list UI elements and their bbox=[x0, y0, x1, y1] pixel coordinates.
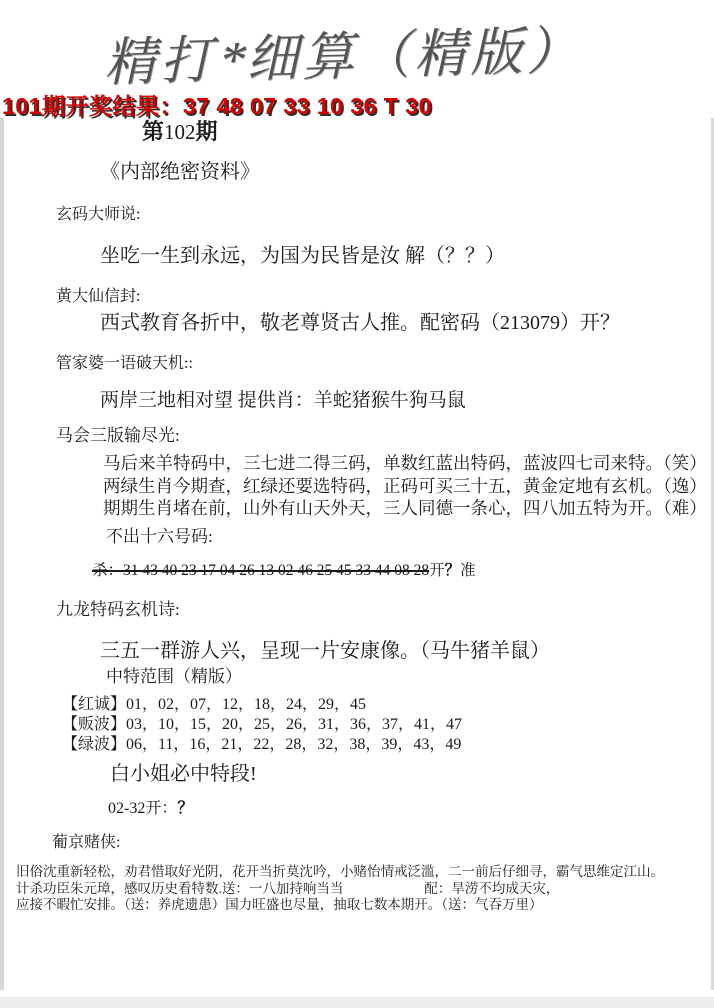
mahui-verse-line: 马后来羊特码中，三七进二得三码，单数红蓝出特码，蓝波四七司来特。（笑） bbox=[103, 453, 707, 473]
kill-question-mark: ？ bbox=[444, 562, 461, 579]
kill-numbers-struck: 杀：31 43 40 23 17 04 26 13 02 46 25 45 33 44 08 28 bbox=[92, 562, 430, 579]
guanjiapo-heading: 管家婆一语破天机:: bbox=[56, 355, 193, 372]
footer-verse-line: 旧俗沈重新轻松，劝君惜取好光阴，花开当折莫沈吟，小赌怡情戒泛滥，二一前后仔细寻，霸气思维定江山。 bbox=[16, 864, 664, 879]
kill-numbers-line bbox=[92, 558, 476, 580]
issue-number: 102 bbox=[164, 120, 196, 144]
footer-verse-line: 应接不暇忙安排。（送：养虎遗患）国力旺盛也尽量，抽取七数本期开。（送：气吞万里） bbox=[16, 897, 543, 912]
issue-suffix: 期 bbox=[195, 119, 218, 144]
pujing-heading: 葡京赌侠: bbox=[52, 834, 121, 851]
master-heading: 玄码大师说: bbox=[56, 206, 141, 223]
wave-row-green bbox=[62, 731, 461, 754]
wave-label: 【绿波】 bbox=[62, 736, 127, 753]
page-edge-bottom bbox=[0, 997, 714, 1008]
kill-kai: 开 bbox=[429, 562, 445, 579]
kill-zhun: 准 bbox=[460, 562, 476, 579]
wave-numbers: 01，02，07，12，18，24，29，45 bbox=[126, 696, 367, 713]
huangdaxian-line: 西式教育各折中，敬老尊贤古人推。配密码（213079）开？ bbox=[100, 312, 620, 334]
issue-number-line bbox=[142, 115, 218, 146]
wave-numbers: 03，10，15，20，25，26，31，36，37，41，47 bbox=[126, 716, 463, 733]
range-heading: 中特范围（精版） bbox=[106, 667, 242, 686]
wave-numbers: 06，11，16，21，22，28，32，38，39，43，49 bbox=[126, 736, 462, 753]
baixiaojie-line: 白小姐必中特段! bbox=[110, 763, 257, 785]
open-range-prefix: 02-32开： bbox=[108, 800, 178, 817]
master-line: 坐吃一生到永远，为国为民皆是汝 解（？？） bbox=[100, 245, 505, 267]
wave-label: 【贩波】 bbox=[62, 716, 127, 733]
wave-label: 【红诚】 bbox=[62, 696, 127, 713]
jiulong-heading: 九龙特码玄机诗: bbox=[56, 600, 180, 619]
mahui-verse-line: 两绿生肖今期查，红绿还要选特码，正码可买三十五，黄金定地有玄机。（逸） bbox=[103, 475, 707, 496]
previous-draw-result: 101期开奖结果：37 48 07 33 10 36 T 30 bbox=[2, 93, 432, 119]
footer-verse-line: 计杀功臣朱元璋，感叹历史看特数.送：一八加持响当当 配：旱涝不均成天灾， bbox=[16, 880, 560, 896]
not-out-heading: 不出十六号码: bbox=[106, 527, 213, 546]
mahui-verse-line: 期期生肖堵在前，山外有山天外天，三人同德一条心，四八加五特为开。（难） bbox=[103, 498, 707, 518]
open-question-mark: ？ bbox=[177, 800, 194, 817]
page-edge-left bbox=[0, 118, 4, 990]
huangdaxian-heading: 黄大仙信封: bbox=[56, 288, 141, 305]
mahui-verse bbox=[103, 452, 707, 520]
jiulong-line: 三五一群游人兴，呈现一片安康像。（马牛猪羊鼠） bbox=[100, 640, 550, 662]
handwritten-title: 精打*细算（精版） bbox=[101, 22, 593, 93]
mahui-heading: 马会三版输尽光: bbox=[56, 426, 180, 445]
secret-material-title: 《内部绝密资料》 bbox=[100, 161, 260, 183]
footer-verse bbox=[16, 864, 664, 914]
open-range-line bbox=[108, 795, 193, 818]
issue-prefix: 第 bbox=[142, 119, 165, 144]
guanjiapo-line: 两岸三地相对望 提供肖：羊蛇猪猴牛狗马鼠 bbox=[100, 390, 466, 411]
